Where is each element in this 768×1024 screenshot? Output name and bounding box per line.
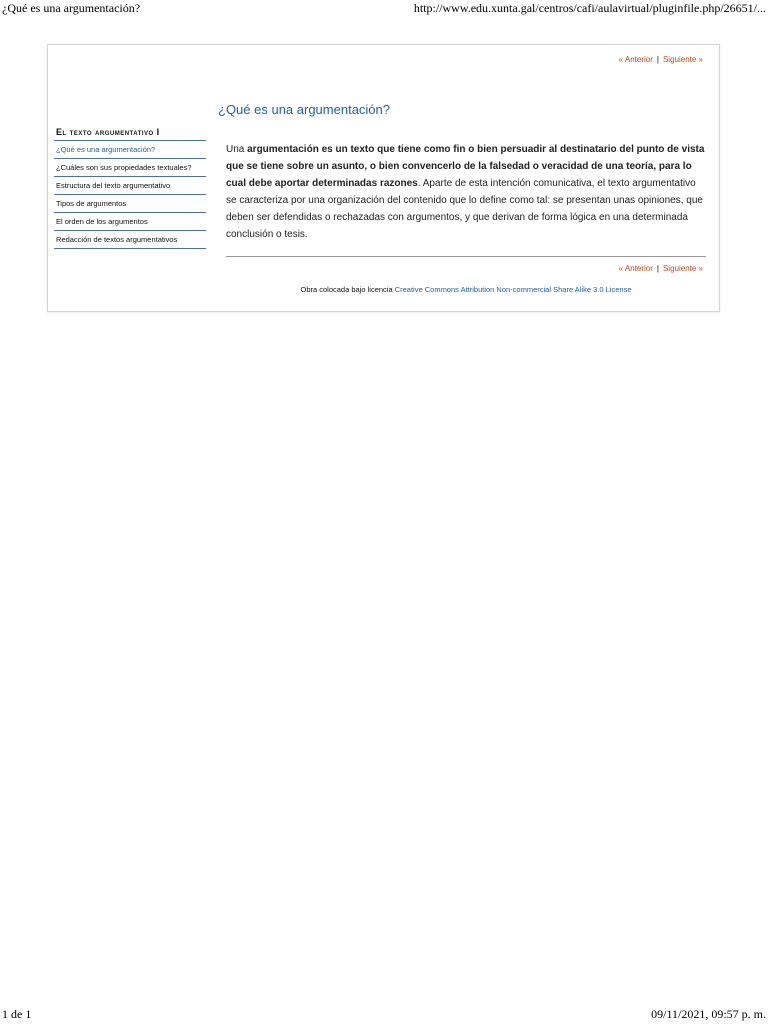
next-link[interactable]: Siguiente » [662,55,703,64]
prev-link[interactable]: « Anterior [618,55,653,64]
content-box [47,44,720,312]
print-header-title: ¿Qué es una argumentación? [2,1,141,15]
sidebar-title: El texto argumentativo I [54,127,206,141]
sidebar-item-orden[interactable]: El orden de los argumentos [54,213,206,231]
main-paragraph [226,141,706,243]
nav-separator: | [656,55,659,64]
sidebar-item-propiedades[interactable]: ¿Cuáles son sus propiedades textuales? [54,159,206,177]
sidebar-item-que-es[interactable]: ¿Qué es una argumentación? [54,141,206,159]
sidebar-item-estructura[interactable]: Estructura del texto argumentativo [54,177,206,195]
top-navigation [619,55,703,64]
intro-rest: . Aparte de esta intención comunicativa, el texto argumentativo se caracteriza por una organización del contenido que lo define como tal: se presentan unas opiniones, que deben ser defendidas o rechazadas con argumentos, y que derivan de forma lógica en una determinada conclusión o tesis. [226,178,703,240]
sidebar-item-tipos[interactable]: Tipos de argumentos [54,195,206,213]
next-link-bottom[interactable]: Siguiente » [662,264,703,273]
sidebar-item-redaccion[interactable]: Redacción de textos argumentativos [54,231,206,249]
page-title: ¿Qué es una argumentación? [218,102,390,117]
intro-bold: argumentación es un texto que tiene como fin o bien persuadir al destinatario del punto de vista que se tiene sobre un asunto, o bien convencerlo de la falsedad o veracidad de una teoría, para lo cual debe aportar determinadas razones [226,144,705,189]
sidebar [54,127,206,249]
print-header-url: http://www.edu.xunta.gal/centros/cafi/aulavirtual/pluginfile.php/26651/... [413,1,766,15]
divider [226,256,706,257]
license-link[interactable]: Creative Commons Attribution Non-commercial Share Alike 3.0 License [394,285,632,294]
intro-prefix: Una [226,144,248,155]
bottom-navigation [619,264,703,273]
license-prefix: Obra colocada bajo licencia [300,285,395,294]
print-footer-page: 1 de 1 [2,1007,32,1021]
nav-separator-bottom: | [656,264,659,273]
print-footer-datetime: 09/11/2021, 09:57 p. m. [651,1007,766,1021]
license-notice [226,285,706,294]
prev-link-bottom[interactable]: « Anterior [618,264,653,273]
